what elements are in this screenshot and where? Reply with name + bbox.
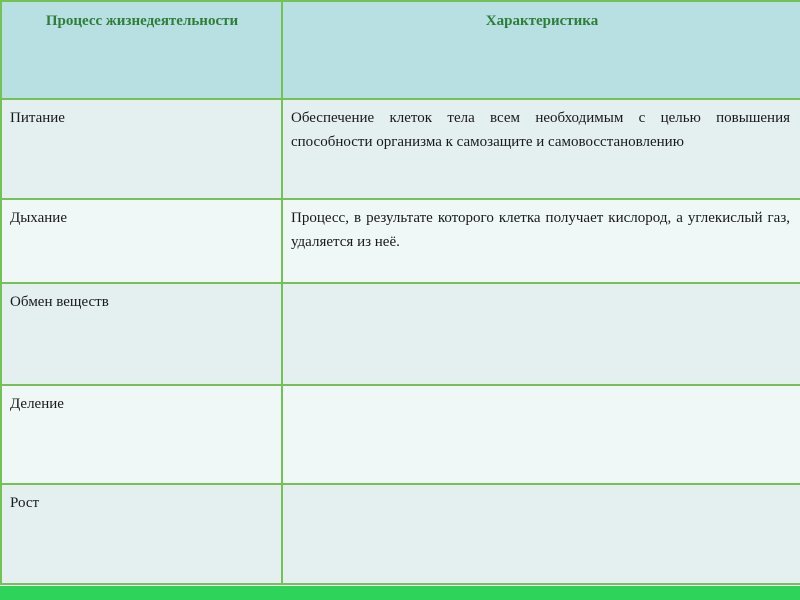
process-description: Обеспечение клеток тела всем необходимым с целью повышения способности организма к самозащите и самовосстановлению [291,110,790,150]
process-description [283,284,800,294]
description-cell [282,283,800,385]
process-description [283,386,800,396]
process-name: Обмен веществ [10,294,109,310]
process-cell [1,385,282,484]
header-characteristic [282,1,800,99]
header-process [1,1,282,99]
table-header-row [1,1,800,99]
table-row [1,484,800,584]
description-cell [282,484,800,584]
process-cell [1,99,282,199]
table-row [1,283,800,385]
process-name: Деление [10,396,64,412]
table-row [1,199,800,283]
process-cell [1,484,282,584]
description-cell [282,385,800,484]
header-process-label: Процесс жизнедеятельности [45,13,239,29]
process-name: Рост [10,495,40,511]
footer-accent-bar [0,586,800,600]
table-row [1,385,800,484]
header-characteristic-label: Характеристика [485,13,599,29]
description-cell [282,199,800,283]
process-cell [1,283,282,385]
process-name: Питание [10,110,65,126]
table-row [1,99,800,199]
description-cell [282,99,800,199]
process-cell [1,199,282,283]
process-name: Дыхание [10,210,67,226]
process-description: Процесс, в результате которого клетка получает кислород, а углекислый газ, удаляется из неё. [291,210,790,250]
process-description [283,485,800,495]
